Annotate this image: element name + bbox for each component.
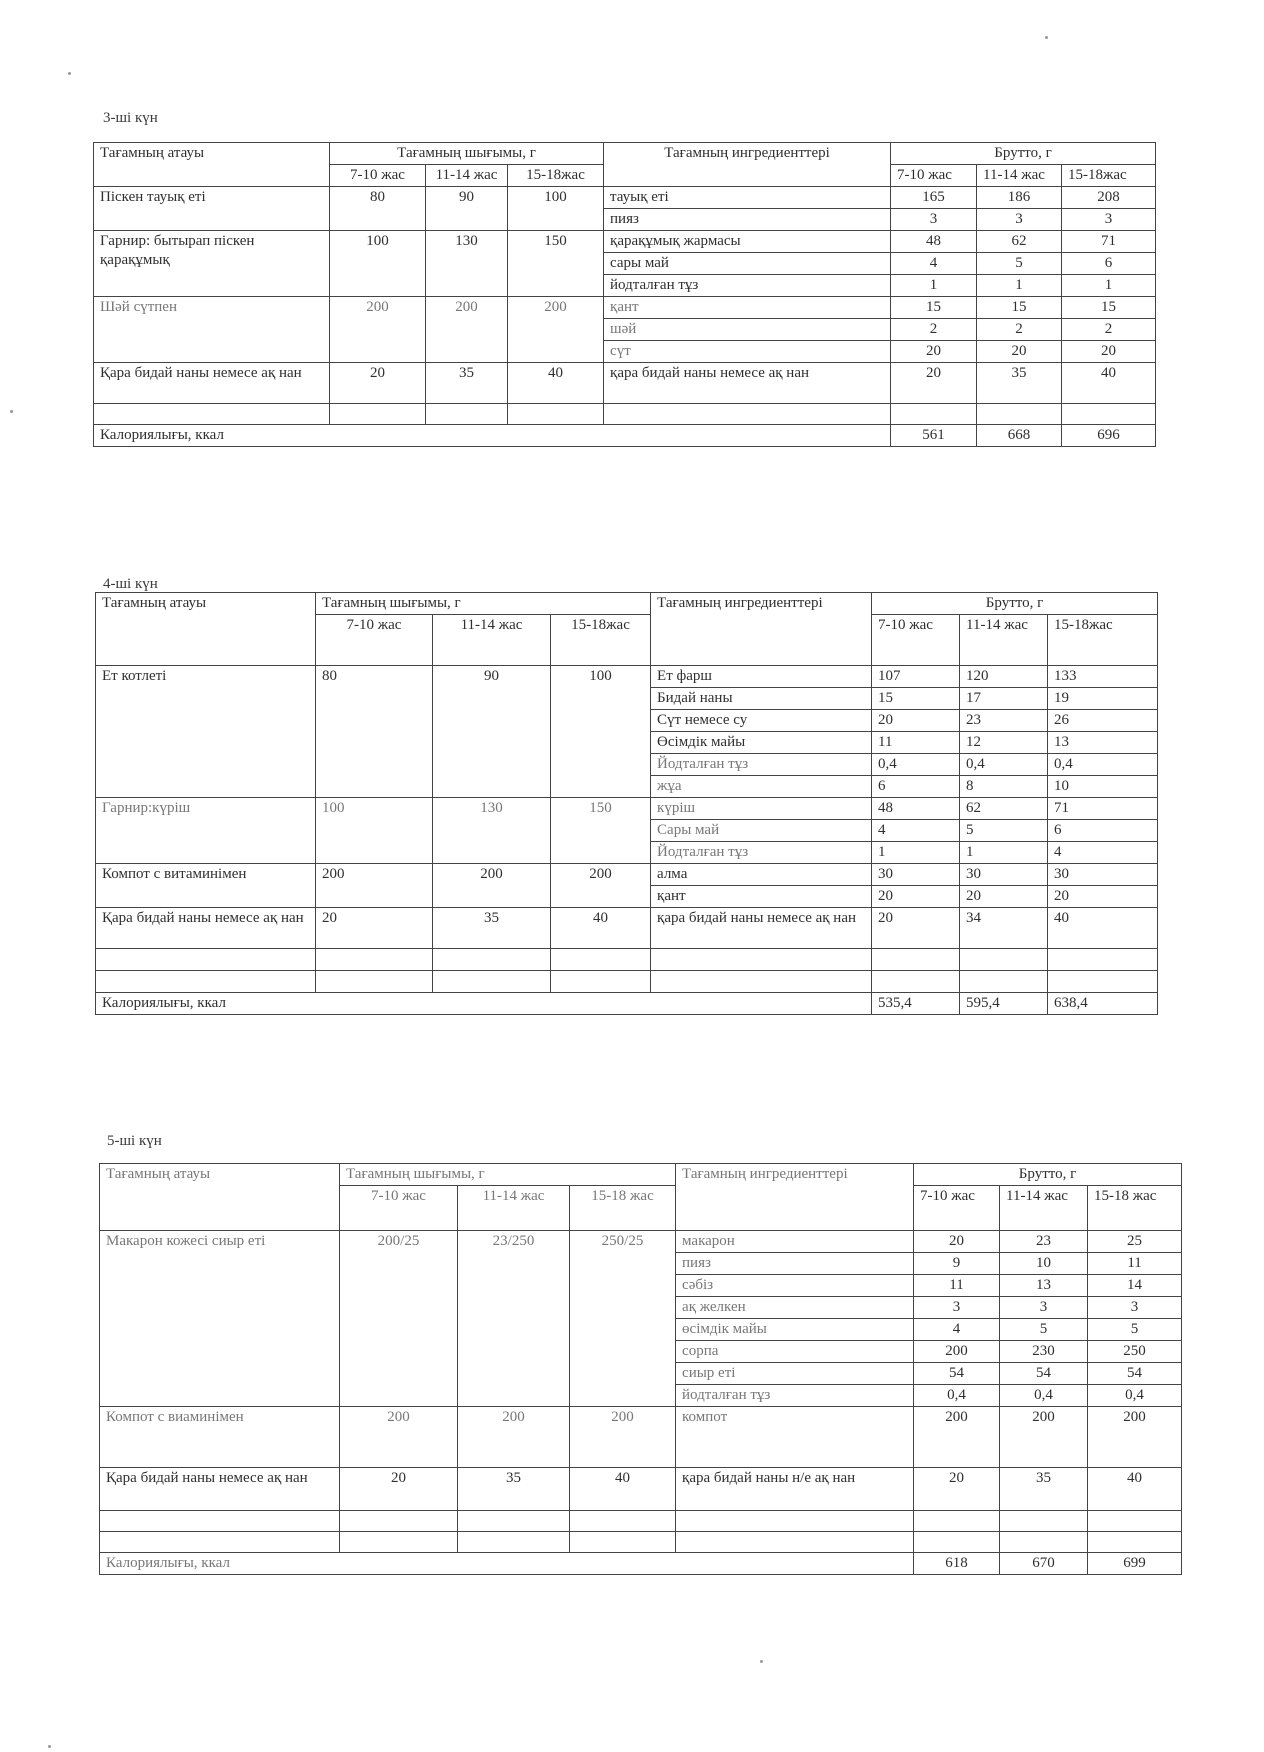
ingredient-name: сүт [604, 341, 891, 363]
day-4-table [95, 592, 1158, 1015]
day-3-title: 3-ші күн [103, 110, 158, 126]
ingredient-name: өсімдік майы [676, 1319, 914, 1341]
empty-cell [570, 1511, 676, 1532]
ingredient-name: Йодталған тұз [651, 842, 872, 864]
ingredients-header: Тағамның ингредиенттері [676, 1164, 914, 1231]
brutto-value: 15 [891, 297, 977, 319]
brutto-value: 62 [977, 231, 1062, 253]
empty-cell [100, 1532, 340, 1553]
ingredient-name: қарақұмық жармасы [604, 231, 891, 253]
brutto-age: 15-18жас [1062, 165, 1156, 187]
yield-age: 11-14 жас [458, 1186, 570, 1231]
yield-value: 40 [551, 908, 651, 949]
calories-label: Калориялығы, ккал [94, 425, 891, 447]
yield-header: Тағамның шығымы, г [316, 593, 651, 615]
brutto-value: 3 [891, 209, 977, 231]
empty-cell [651, 949, 872, 971]
brutto-age: 11-14 жас [1000, 1186, 1088, 1231]
brutto-value: 62 [960, 798, 1048, 820]
yield-age: 7-10 жас [340, 1186, 458, 1231]
brutto-value: 6 [872, 776, 960, 798]
empty-cell [316, 949, 433, 971]
brutto-value: 19 [1048, 688, 1158, 710]
calories-value: 670 [1000, 1553, 1088, 1575]
yield-value: 100 [508, 187, 604, 231]
dish-name: Ет котлеті [96, 666, 316, 798]
brutto-value: 34 [960, 908, 1048, 949]
brutto-value: 1 [1062, 275, 1156, 297]
brutto-value: 4 [872, 820, 960, 842]
brutto-value: 6 [1048, 820, 1158, 842]
calories-row [94, 425, 1156, 447]
brutto-header: Брутто, г [891, 143, 1156, 165]
brutto-value: 3 [1062, 209, 1156, 231]
brutto-value: 200 [1000, 1407, 1088, 1468]
table-row [100, 1407, 1182, 1468]
yield-value: 200 [426, 297, 508, 363]
yield-value: 100 [330, 231, 426, 297]
yield-value: 130 [433, 798, 551, 864]
dish-name: Гарнир:күріш [96, 798, 316, 864]
brutto-value: 71 [1048, 798, 1158, 820]
calories-value: 561 [891, 425, 977, 447]
empty-cell [960, 949, 1048, 971]
dish-name: Шәй сүтпен [94, 297, 330, 363]
empty-cell [551, 949, 651, 971]
brutto-value: 71 [1062, 231, 1156, 253]
brutto-value: 5 [977, 253, 1062, 275]
brutto-value: 15 [1062, 297, 1156, 319]
ingredient-name: күріш [651, 798, 872, 820]
brutto-value: 20 [914, 1231, 1000, 1253]
yield-header: Тағамның шығымы, г [340, 1164, 676, 1186]
brutto-value: 15 [977, 297, 1062, 319]
brutto-value: 26 [1048, 710, 1158, 732]
empty-cell [1062, 404, 1156, 425]
brutto-value: 20 [914, 1468, 1000, 1511]
brutto-value: 2 [1062, 319, 1156, 341]
brutto-value: 40 [1062, 363, 1156, 404]
dish-name: Қара бидай наны немесе ақ нан [94, 363, 330, 404]
brutto-value: 3 [914, 1297, 1000, 1319]
yield-value: 200 [570, 1407, 676, 1468]
empty-row [96, 949, 1158, 971]
brutto-value: 1 [977, 275, 1062, 297]
ingredient-name: компот [676, 1407, 914, 1468]
dish-name: Піскен тауық еті [94, 187, 330, 231]
yield-value: 250/25 [570, 1231, 676, 1407]
empty-cell [676, 1511, 914, 1532]
yield-value: 90 [426, 187, 508, 231]
scan-speck [760, 1660, 763, 1663]
brutto-value: 0,4 [1000, 1385, 1088, 1407]
yield-value: 20 [340, 1468, 458, 1511]
ingredient-name: макарон [676, 1231, 914, 1253]
empty-row [100, 1532, 1182, 1553]
table-row [94, 363, 1156, 404]
yield-value: 20 [316, 908, 433, 949]
empty-cell [316, 971, 433, 993]
dish-name: Компот с виаминімен [100, 1407, 340, 1468]
brutto-header: Брутто, г [872, 593, 1158, 615]
brutto-value: 4 [891, 253, 977, 275]
brutto-value: 20 [891, 341, 977, 363]
brutto-value: 0,4 [914, 1385, 1000, 1407]
scan-speck [68, 72, 71, 75]
ingredient-name: сәбіз [676, 1275, 914, 1297]
dish-name: Қара бидай наны немесе ақ нан [100, 1468, 340, 1511]
dish-name-header: Тағамның атауы [96, 593, 316, 666]
brutto-value: 17 [960, 688, 1048, 710]
brutto-value: 35 [977, 363, 1062, 404]
brutto-value: 13 [1000, 1275, 1088, 1297]
brutto-value: 1 [960, 842, 1048, 864]
header-row [96, 593, 1158, 615]
day-4-title: 4-ші күн [103, 576, 158, 592]
brutto-value: 8 [960, 776, 1048, 798]
yield-value: 90 [433, 666, 551, 798]
brutto-value: 20 [977, 341, 1062, 363]
ingredient-name: Сары май [651, 820, 872, 842]
yield-value: 200 [551, 864, 651, 908]
brutto-value: 48 [891, 231, 977, 253]
ingredient-name: шәй [604, 319, 891, 341]
brutto-value: 5 [960, 820, 1048, 842]
empty-cell [508, 404, 604, 425]
yield-age: 11-14 жас [433, 615, 551, 666]
brutto-value: 11 [872, 732, 960, 754]
table-row [96, 908, 1158, 949]
empty-cell [96, 971, 316, 993]
brutto-header: Брутто, г [914, 1164, 1182, 1186]
ingredient-name: ақ желкен [676, 1297, 914, 1319]
calories-value: 618 [914, 1553, 1000, 1575]
brutto-value: 165 [891, 187, 977, 209]
brutto-age: 15-18жас [1048, 615, 1158, 666]
brutto-value: 200 [1088, 1407, 1182, 1468]
calories-value: 696 [1062, 425, 1156, 447]
empty-cell [570, 1532, 676, 1553]
brutto-age: 7-10 жас [914, 1186, 1000, 1231]
ingredient-name: сары май [604, 253, 891, 275]
scan-speck [48, 1745, 51, 1748]
yield-value: 200 [316, 864, 433, 908]
ingredient-name: Бидай наны [651, 688, 872, 710]
dish-name: Компот с витаминімен [96, 864, 316, 908]
ingredient-name: Өсімдік майы [651, 732, 872, 754]
yield-value: 200 [330, 297, 426, 363]
brutto-value: 11 [914, 1275, 1000, 1297]
brutto-value: 20 [872, 886, 960, 908]
brutto-value: 54 [914, 1363, 1000, 1385]
dish-name-header: Тағамның атауы [94, 143, 330, 187]
empty-cell [872, 949, 960, 971]
brutto-value: 54 [1088, 1363, 1182, 1385]
yield-value: 35 [458, 1468, 570, 1511]
yield-value: 80 [330, 187, 426, 231]
empty-cell [1048, 971, 1158, 993]
empty-cell [458, 1511, 570, 1532]
brutto-value: 23 [960, 710, 1048, 732]
empty-cell [1048, 949, 1158, 971]
brutto-value: 20 [960, 886, 1048, 908]
dish-name: Қара бидай наны немесе ақ нан [96, 908, 316, 949]
empty-cell [676, 1532, 914, 1553]
brutto-value: 200 [914, 1407, 1000, 1468]
brutto-value: 10 [1048, 776, 1158, 798]
empty-cell [604, 404, 891, 425]
yield-value: 35 [433, 908, 551, 949]
calories-value: 638,4 [1048, 993, 1158, 1015]
brutto-value: 11 [1088, 1253, 1182, 1275]
table-row [96, 666, 1158, 688]
empty-cell [96, 949, 316, 971]
ingredient-name: сорпа [676, 1341, 914, 1363]
brutto-value: 15 [872, 688, 960, 710]
brutto-value: 9 [914, 1253, 1000, 1275]
brutto-age: 7-10 жас [872, 615, 960, 666]
scan-speck [10, 410, 13, 413]
brutto-value: 208 [1062, 187, 1156, 209]
header-row [100, 1164, 1182, 1186]
brutto-value: 0,4 [1088, 1385, 1182, 1407]
calories-row [96, 993, 1158, 1015]
brutto-value: 14 [1088, 1275, 1182, 1297]
brutto-value: 20 [891, 363, 977, 404]
ingredient-name: пияз [676, 1253, 914, 1275]
yield-value: 23/250 [458, 1231, 570, 1407]
empty-cell [872, 971, 960, 993]
header-row [94, 143, 1156, 165]
brutto-value: 13 [1048, 732, 1158, 754]
empty-cell [426, 404, 508, 425]
table-row [96, 864, 1158, 886]
table-row [96, 798, 1158, 820]
ingredient-name: йодталған тұз [604, 275, 891, 297]
yield-value: 200 [433, 864, 551, 908]
yield-value: 200 [508, 297, 604, 363]
empty-cell [1000, 1532, 1088, 1553]
yield-value: 150 [508, 231, 604, 297]
brutto-value: 25 [1088, 1231, 1182, 1253]
scan-speck [1045, 36, 1048, 39]
empty-cell [340, 1532, 458, 1553]
yield-value: 100 [551, 666, 651, 798]
empty-cell [651, 971, 872, 993]
yield-value: 80 [316, 666, 433, 798]
table-row [100, 1468, 1182, 1511]
calories-value: 535,4 [872, 993, 960, 1015]
calories-label: Калориялығы, ккал [96, 993, 872, 1015]
empty-cell [433, 971, 551, 993]
table-row [94, 231, 1156, 253]
brutto-value: 10 [1000, 1253, 1088, 1275]
ingredient-name: пияз [604, 209, 891, 231]
ingredient-name: қара бидай наны н/е ақ нан [676, 1468, 914, 1511]
dish-name-header: Тағамның атауы [100, 1164, 340, 1231]
empty-cell [960, 971, 1048, 993]
calories-row [100, 1553, 1182, 1575]
empty-cell [1088, 1511, 1182, 1532]
ingredient-name: Ет фарш [651, 666, 872, 688]
yield-value: 35 [426, 363, 508, 404]
yield-value: 200 [340, 1407, 458, 1468]
calories-label: Калориялығы, ккал [100, 1553, 914, 1575]
brutto-value: 4 [1048, 842, 1158, 864]
ingredient-name: алма [651, 864, 872, 886]
yield-value: 100 [316, 798, 433, 864]
brutto-value: 20 [1062, 341, 1156, 363]
yield-value: 150 [551, 798, 651, 864]
yield-value: 200/25 [340, 1231, 458, 1407]
ingredient-name: йодталған тұз [676, 1385, 914, 1407]
empty-cell [551, 971, 651, 993]
brutto-value: 12 [960, 732, 1048, 754]
brutto-value: 20 [872, 710, 960, 732]
yield-value: 40 [570, 1468, 676, 1511]
brutto-value: 5 [1000, 1319, 1088, 1341]
brutto-age: 15-18 жас [1088, 1186, 1182, 1231]
brutto-value: 40 [1088, 1468, 1182, 1511]
brutto-value: 120 [960, 666, 1048, 688]
ingredients-header: Тағамның ингредиенттері [604, 143, 891, 187]
empty-cell [433, 949, 551, 971]
empty-row [100, 1511, 1182, 1532]
table-row [100, 1231, 1182, 1253]
calories-value: 699 [1088, 1553, 1182, 1575]
brutto-value: 30 [960, 864, 1048, 886]
empty-cell [914, 1511, 1000, 1532]
brutto-value: 23 [1000, 1231, 1088, 1253]
dish-name: Гарнир: бытырап піскен қарақұмық [94, 231, 330, 297]
table-row [94, 297, 1156, 319]
empty-cell [340, 1511, 458, 1532]
yield-value: 40 [508, 363, 604, 404]
empty-row [94, 404, 1156, 425]
empty-cell [891, 404, 977, 425]
empty-row [96, 971, 1158, 993]
dish-name: Макарон кожесі сиыр еті [100, 1231, 340, 1407]
brutto-age: 7-10 жас [891, 165, 977, 187]
yield-age: 15-18 жас [570, 1186, 676, 1231]
ingredient-name: сиыр еті [676, 1363, 914, 1385]
brutto-value: 5 [1088, 1319, 1182, 1341]
brutto-value: 107 [872, 666, 960, 688]
brutto-value: 2 [977, 319, 1062, 341]
empty-cell [458, 1532, 570, 1553]
brutto-value: 20 [1048, 886, 1158, 908]
ingredient-name: Сүт немесе су [651, 710, 872, 732]
empty-cell [1000, 1511, 1088, 1532]
brutto-value: 186 [977, 187, 1062, 209]
brutto-value: 2 [891, 319, 977, 341]
brutto-value: 48 [872, 798, 960, 820]
brutto-value: 0,4 [960, 754, 1048, 776]
brutto-value: 30 [872, 864, 960, 886]
day-3-table [93, 142, 1156, 447]
brutto-age: 11-14 жас [977, 165, 1062, 187]
day-5-title: 5-ші күн [107, 1133, 162, 1149]
empty-cell [94, 404, 330, 425]
calories-value: 595,4 [960, 993, 1048, 1015]
brutto-value: 0,4 [1048, 754, 1158, 776]
yield-age: 7-10 жас [316, 615, 433, 666]
brutto-value: 133 [1048, 666, 1158, 688]
brutto-value: 250 [1088, 1341, 1182, 1363]
ingredient-name: жұа [651, 776, 872, 798]
yield-age: 15-18жас [551, 615, 651, 666]
brutto-value: 35 [1000, 1468, 1088, 1511]
brutto-value: 30 [1048, 864, 1158, 886]
empty-cell [914, 1532, 1000, 1553]
brutto-value: 3 [1088, 1297, 1182, 1319]
empty-cell [1088, 1532, 1182, 1553]
brutto-value: 40 [1048, 908, 1158, 949]
brutto-value: 200 [914, 1341, 1000, 1363]
brutto-age: 11-14 жас [960, 615, 1048, 666]
yield-value: 130 [426, 231, 508, 297]
empty-cell [330, 404, 426, 425]
yield-header: Тағамның шығымы, г [330, 143, 604, 165]
ingredient-name: қант [651, 886, 872, 908]
brutto-value: 0,4 [872, 754, 960, 776]
brutto-value: 1 [872, 842, 960, 864]
yield-age: 7-10 жас [330, 165, 426, 187]
yield-value: 20 [330, 363, 426, 404]
empty-cell [100, 1511, 340, 1532]
ingredient-name: Йодталған тұз [651, 754, 872, 776]
ingredients-header: Тағамның ингредиенттері [651, 593, 872, 666]
brutto-value: 6 [1062, 253, 1156, 275]
brutto-value: 54 [1000, 1363, 1088, 1385]
table-row [94, 187, 1156, 209]
yield-age: 15-18жас [508, 165, 604, 187]
brutto-value: 20 [872, 908, 960, 949]
yield-age: 11-14 жас [426, 165, 508, 187]
brutto-value: 3 [1000, 1297, 1088, 1319]
ingredient-name: қара бидай наны немесе ақ нан [604, 363, 891, 404]
brutto-value: 3 [977, 209, 1062, 231]
brutto-value: 1 [891, 275, 977, 297]
day-5-table [99, 1163, 1182, 1575]
brutto-value: 230 [1000, 1341, 1088, 1363]
ingredient-name: тауық еті [604, 187, 891, 209]
ingredient-name: қара бидай наны немесе ақ нан [651, 908, 872, 949]
brutto-value: 4 [914, 1319, 1000, 1341]
calories-value: 668 [977, 425, 1062, 447]
yield-value: 200 [458, 1407, 570, 1468]
ingredient-name: қант [604, 297, 891, 319]
empty-cell [977, 404, 1062, 425]
